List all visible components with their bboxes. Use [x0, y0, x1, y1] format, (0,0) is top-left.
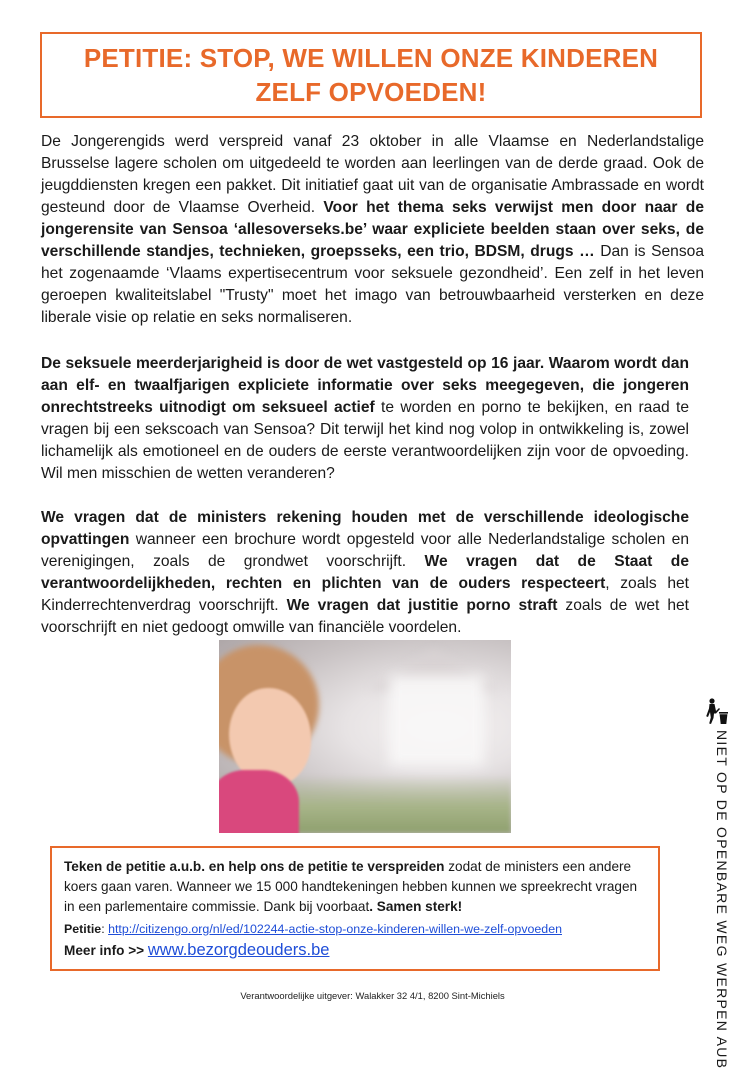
petition-bold-2: . Samen sterk! [369, 899, 463, 914]
petition-link-label: Petitie [64, 922, 102, 936]
paragraph-jongerengids [41, 131, 704, 329]
more-info-line [64, 941, 329, 960]
para1-text-2: Dan is Sensoa het zogenaamde ‘Vlaams expertisecentrum voor seksuele gezondheid’. Een zelf in het leven geroepen kwaliteitslabel "Trusty" moet het imago van betrouwbaarheid versterken en deze liberale visie op relatie en seks normaliseren. [41, 243, 704, 326]
para3-bold-3: We vragen dat justitie porno straft [286, 597, 558, 614]
petition-link-separator: : [101, 922, 109, 936]
more-info-label: Meer info >> [64, 943, 148, 958]
title-line-2: ZELF OPVOEDEN! [255, 77, 487, 107]
para2-text-1: te worden en porno te bekijken, en raad te vragen bij een sekscoach van Sensoa? Dit terwijl het kind nog volop in ontwikkeling is, zowel lichamelijk als emotioneel en de ouders de eerste verantwoordelijken zijn voor de opvoeding. Wil men misschien de wetten veranderen? [41, 399, 689, 482]
title-box [40, 32, 702, 118]
petition-link[interactable]: http://citizengo.org/nl/ed/102244-actie-stop-onze-kinderen-willen-we-zelf-opvoeden [108, 922, 562, 936]
petition-info-box [50, 846, 660, 971]
para3-bold-1: We vragen dat de ministers rekening houden met de verschillende ideologische opvattingen [41, 509, 689, 548]
paragraph-meerderjarigheid [41, 353, 689, 485]
para3-text-3: zoals de wet het voorschrijft en niet gedoogt omwille van financiële voordelen. [41, 597, 689, 636]
para1-text-1: De Jongerengids werd verspreid vanaf 23 oktober in alle Vlaamse en Nederlandstalige Brusselse lagere scholen om uitgedeeld te worden aan leerlingen van de derde graad. Ook de jeugddiensten kregen een pakket. Dit initiatief gaat uit van de organisatie Ambrassade en wordt gesteund door de Vlaamse Overheid. [41, 133, 704, 216]
petition-call-text [64, 857, 644, 917]
title-line-1: PETITIE: STOP, WE WILLEN ONZE KINDEREN [83, 43, 659, 73]
more-info-link[interactable]: www.bezorgdeouders.be [147, 941, 330, 959]
side-notice: NIET OP DE OPENBARE WEG WERPEN AUB [714, 730, 730, 1069]
paragraph-eisen [41, 507, 689, 639]
para3-text-1: wanneer een brochure wordt opgesteld voor alle Nederlandstalige scholen en verenigingen, zoals de grondwet voorschrijft. [41, 531, 689, 570]
publisher-footer: Verantwoordelijke uitgever: Walakker 32 4/1, 8200 Sint-Michiels [240, 990, 505, 1001]
para3-text-2: , zoals het Kinderrechtenverdrag voorschrijft. [41, 575, 690, 614]
para1-bold-1: Voor het thema seks verwijst men door naar de jongerensite van Sensoa ‘allesoverseks.be’ waar expliciete beelden staan over seks, de verschillende standjes, technieken, groepsseks, een trio, BDSM, drugs … [41, 199, 704, 260]
para2-bold-1: De seksuele meerderjarigheid is door de wet vastgesteld op 16 jaar. Waarom wordt dan aan elf- en twaalfjarigen expliciete informatie over seks meegegeven, die jongeren onrechtstreeks uitnodigt om seksueel actief [41, 355, 689, 416]
petition-text-1: zodat de ministers een andere koers gaan varen. Wanneer we 15 000 handtekeningen hebben kunnen we spreekrecht vragen in een parlementaire commissie. Dank bij voorbaat [64, 859, 638, 914]
petition-link-line [64, 920, 562, 938]
para3-bold-2: We vragen dat de Staat de verantwoordelijkheden, rechten en plichten van de ouders respecteert [41, 553, 689, 592]
child-photo [219, 640, 511, 833]
petition-bold-1: Teken de petitie a.u.b. en help ons de petitie te verspreiden [64, 859, 445, 874]
litter-bin-icon [705, 698, 729, 724]
